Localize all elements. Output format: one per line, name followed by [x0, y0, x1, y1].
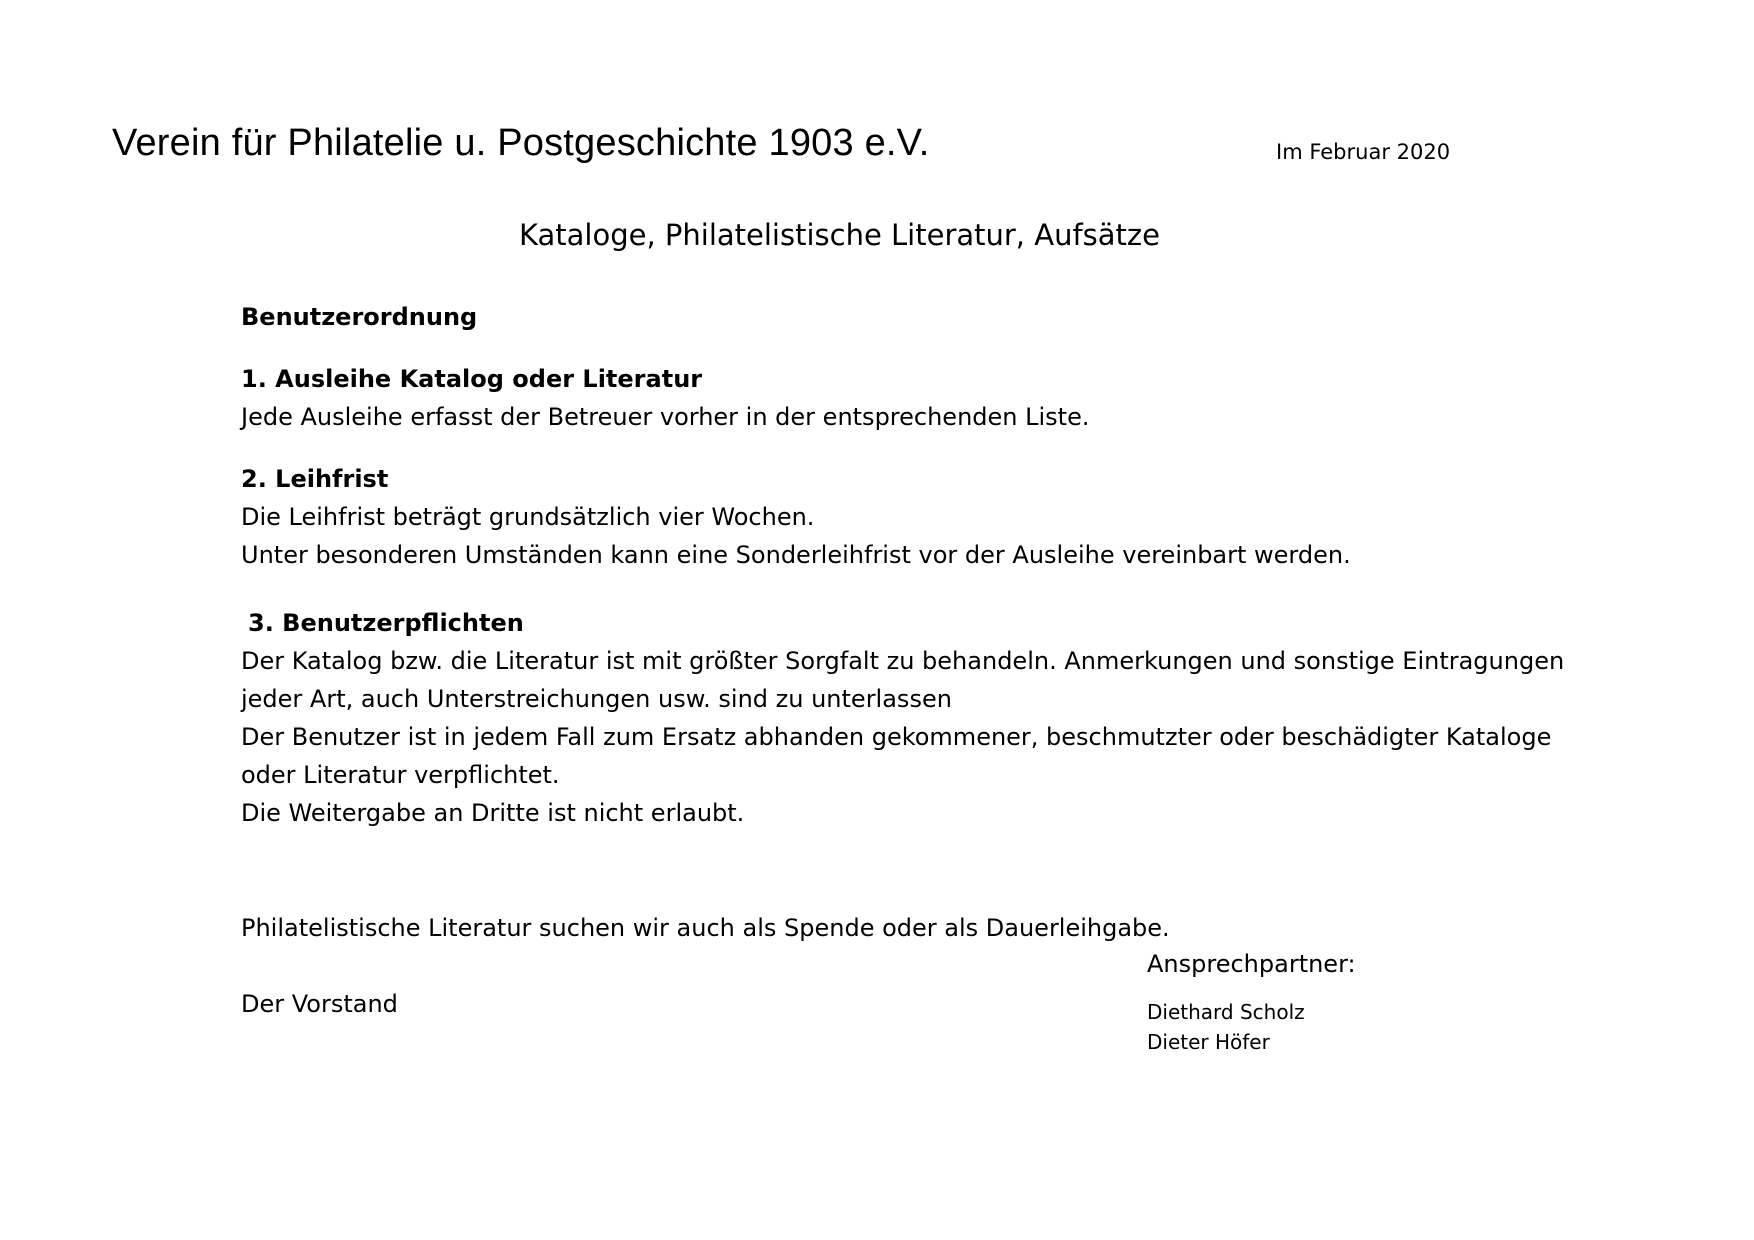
section-leihfrist [241, 460, 1581, 574]
section-line: Der Katalog bzw. die Literatur ist mit größter Sorgfalt zu behandeln. Anmerkungen und sonstige Eintragungen [241, 647, 1565, 675]
section-line: jeder Art, auch Unterstreichungen usw. sind zu unterlassen [241, 685, 952, 713]
document-title: Benutzerordnung [241, 303, 478, 331]
section-title: 1. Ausleihe Katalog oder Literatur [241, 365, 703, 393]
section-ausleihe [241, 360, 1581, 436]
spacer [241, 436, 1581, 460]
document-date: Im Februar 2020 [1276, 140, 1451, 164]
donation-note: Philatelistische Literatur suchen wir auch als Spende oder als Dauerleihgabe. [241, 914, 1170, 942]
section-benutzerpflichten [241, 604, 1581, 832]
document-subtitle: Kataloge, Philatelistische Literatur, Aufsätze [519, 218, 1160, 252]
section-line: Unter besonderen Umständen kann eine Sonderleihfrist vor der Ausleihe vereinbart werden. [241, 541, 1351, 569]
section-line: Jede Ausleihe erfasst der Betreuer vorher in der entsprechenden Liste. [241, 403, 1090, 431]
section-title: 3. Benutzerpflichten [248, 609, 524, 637]
section-line: Der Benutzer ist in jedem Fall zum Ersatz abhanden gekommener, beschmutzter oder beschädigter Kataloge [241, 723, 1552, 751]
section-line: Die Weitergabe an Dritte ist nicht erlaubt. [241, 799, 745, 827]
closing-signature: Der Vorstand [241, 990, 398, 1018]
section-line: oder Literatur verpflichtet. [241, 761, 560, 789]
section-title: 2. Leihfrist [241, 465, 389, 493]
organization-title: Verein für Philatelie u. Postgeschichte 1903 e.V. [112, 122, 930, 164]
contact-name: Dieter Höfer [1147, 1030, 1270, 1054]
contact-name: Diethard Scholz [1147, 1000, 1305, 1024]
document-body [241, 298, 1581, 832]
spacer [241, 574, 1581, 604]
section-line: Die Leihfrist beträgt grundsätzlich vier Wochen. [241, 503, 815, 531]
spacer [241, 336, 1581, 360]
contact-label: Ansprechpartner: [1147, 950, 1356, 978]
